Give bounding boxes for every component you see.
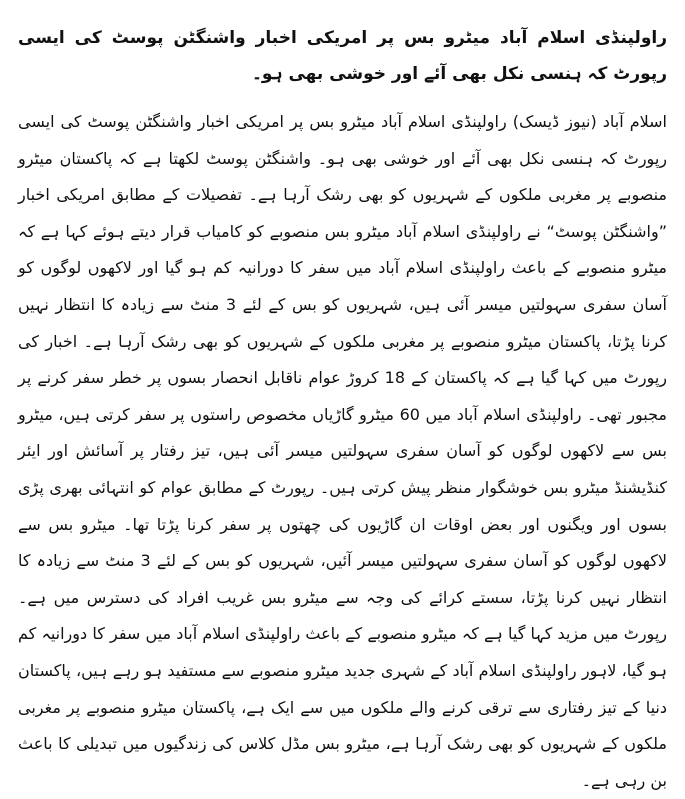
article-headline: راولپنڈی اسلام آباد میٹرو بس پر امریکی اخبار واشنگٹن پوسٹ کی ایسی رپورٹ کہ ہنسی نکل بھی آئے اور خوشی بھی ہو۔ [18,28,667,84]
article-body: اسلام آباد (نیوز ڈیسک) راولپنڈی اسلام آباد میٹرو بس پر امریکی اخبار واشنگٹن پوسٹ کی ایسی رپورٹ کہ ہنسی نکل بھی آئے اور خوشی بھی ہو۔ واشنگٹن پوسٹ لکھتا ہے کہ پاکستان میٹرو منصوبے پر مغربی ملکوں کے شہریوں کو بھی رشک آرہا ہے۔ تفصیلات کے مطابق امریکی اخبار ”واشنگٹن پوسٹ“ نے راولپنڈی اسلام آباد میٹرو بس منصوبے کو کامیاب قرار دیتے ہوئے کہا ہے کہ میٹرو منصوبے کے باعث راولپنڈی اسلام آباد میں سفر کا دورانیہ کم ہو گیا اور لاکھوں لوگوں کو آسان سفری سہولتیں میسر آئی ہیں، شہریوں کو بس کے لئے 3 منٹ سے زیادہ کا انتظار نہیں کرنا پڑتا، پاکستان میٹرو منصوبے پر مغربی ملکوں کے شہریوں کو بھی رشک آرہا ہے۔ اخبار کی رپورٹ میں کہا گیا ہے کہ پاکستان کے 18 کروڑ عوام ناقابل انحصار بسوں پر خطر سفر کرنے پر مجبور تھی۔ راولپنڈی اسلام آباد میں 60 میٹرو گاڑیاں مخصوص راستوں پر سفر کرتی ہیں، میٹرو بس سے لاکھوں لوگوں کو آسان سفری سہولتیں میسر آئی ہیں، تیز رفتار پر آسائش اور ایئر کنڈیشنڈ میٹرو بس خوشگوار منظر پیش کرتی ہیں۔ رپورٹ کے مطابق عوام کو انتہائی بھری پڑی بسوں اور ویگنوں اور بعض اوقات ان گاڑیوں کی چھتوں پر سفر کرنا پڑتا تھا۔ میٹرو بس سے لاکھوں لوگوں کو آسان سفری سہولتیں میسر آئیں، شہریوں کو بس کے لئے 3 منٹ سے زیادہ کا انتظار نہیں کرنا پڑتا، سستے کرائے کی وجہ سے میٹرو بس غریب افراد کی دسترس میں ہے۔ رپورٹ میں مزید کہا گیا ہے کہ میٹرو منصوبے کے باعث راولپنڈی اسلام آباد میں سفر کا دورانیہ کم ہو گیا، لاہور راولپنڈی اسلام آباد کے شہری جدید میٹرو منصوبے سے مستفید ہو رہے ہیں، پاکستان دنیا کے تیز رفتاری سے ترقی کرنے والے ملکوں میں سے ایک ہے، پاکستان میٹرو منصوبے پر مغربی ملکوں کے شہریوں کو بھی رشک آرہا ہے، میٹرو بس مڈل کلاس کی زندگیوں میں تبدیلی کا باعث بن رہی ہے۔ [18,112,668,790]
